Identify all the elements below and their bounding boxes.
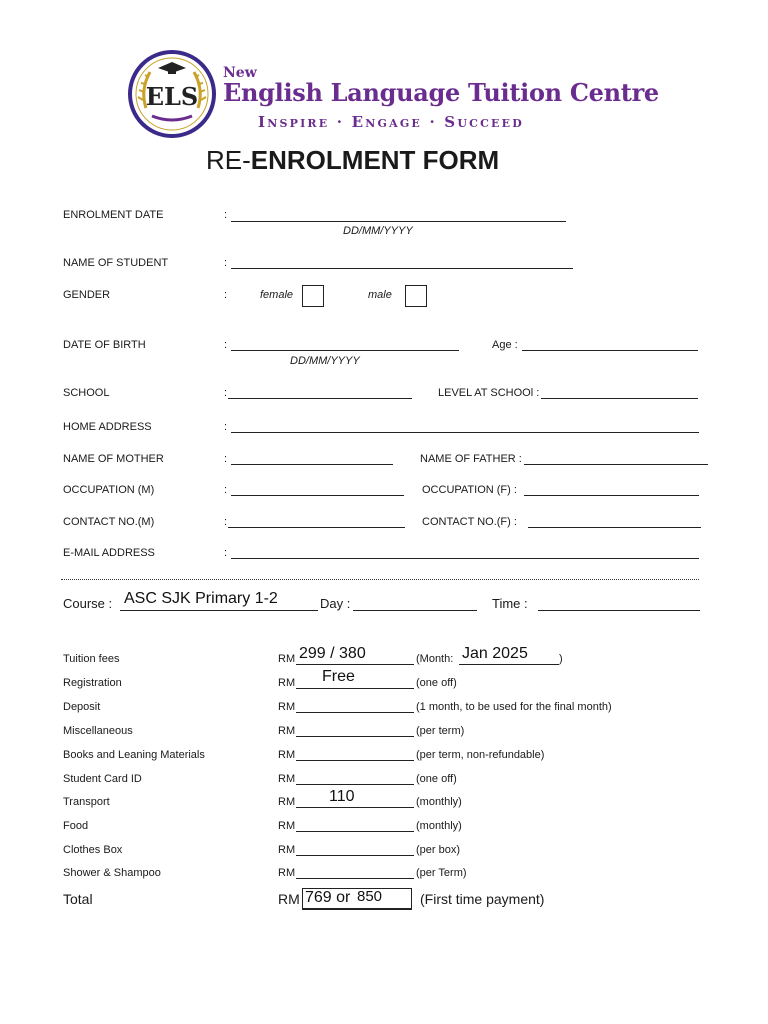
- shower-field[interactable]: [296, 878, 414, 879]
- deposit-note: (1 month, to be used for the final month): [416, 701, 612, 713]
- deposit-label: Deposit: [63, 701, 101, 713]
- rm-label: RM: [278, 796, 296, 808]
- enrolment-date-field[interactable]: [231, 221, 566, 222]
- registration-value[interactable]: Free: [322, 668, 355, 685]
- total-underline: [302, 909, 412, 910]
- form-title: [206, 145, 499, 176]
- transport-field[interactable]: [296, 807, 414, 808]
- food-field[interactable]: [296, 831, 414, 832]
- brand-name: English Language Tuition Centre: [223, 78, 659, 107]
- tuition-fees-value[interactable]: 299 / 380: [299, 645, 366, 662]
- rm-label: RM: [278, 773, 296, 785]
- colon: :: [224, 209, 228, 221]
- misc-note: (per term): [416, 725, 465, 737]
- contact-f-field[interactable]: [528, 527, 701, 528]
- transport-value[interactable]: 110: [329, 788, 355, 805]
- home-address-label: HOME ADDRESS: [63, 421, 152, 433]
- dob-hint: DD/MM/YYYY: [290, 355, 360, 367]
- contact-m-label: CONTACT NO.(M): [63, 516, 155, 528]
- time-field[interactable]: [538, 610, 700, 611]
- enrolment-date-hint: DD/MM/YYYY: [343, 225, 413, 237]
- school-label: SCHOOL: [63, 387, 110, 399]
- colon: :: [224, 453, 228, 465]
- male-checkbox[interactable]: [405, 285, 427, 307]
- food-label: Food: [63, 820, 89, 832]
- books-field[interactable]: [296, 760, 414, 761]
- clothes-box-field[interactable]: [296, 855, 414, 856]
- registration-note: (one off): [416, 677, 457, 689]
- books-label: Books and Leaning Materials: [63, 749, 205, 761]
- occupation-f-label: OCCUPATION (F) :: [422, 484, 517, 496]
- student-name-field[interactable]: [231, 268, 573, 269]
- rm-label: RM: [278, 725, 296, 737]
- colon: :: [224, 387, 228, 399]
- transport-note: (monthly): [416, 796, 462, 808]
- school-field[interactable]: [228, 398, 412, 399]
- dob-field[interactable]: [231, 350, 459, 351]
- clothes-box-label: Clothes Box: [63, 844, 123, 856]
- father-name-field[interactable]: [524, 464, 708, 465]
- gender-label: GENDER: [63, 289, 111, 301]
- enrolment-date-label: ENROLMENT DATE: [63, 209, 164, 221]
- rm-label: RM: [278, 653, 296, 665]
- female-label: female: [260, 289, 294, 301]
- course-field[interactable]: [120, 610, 318, 611]
- month-prefix: (Month:: [416, 653, 454, 665]
- els-logo: [128, 50, 216, 138]
- total-value-a[interactable]: 769 or: [305, 889, 351, 906]
- colon: :: [224, 484, 228, 496]
- time-label: Time :: [492, 596, 528, 611]
- total-value-b[interactable]: 850: [357, 888, 383, 905]
- registration-field[interactable]: [296, 688, 414, 689]
- shower-note: (per Term): [416, 867, 467, 879]
- colon: :: [224, 547, 228, 559]
- mother-name-label: NAME OF MOTHER: [63, 453, 164, 465]
- colon: :: [224, 421, 228, 433]
- course-label: Course :: [63, 596, 113, 611]
- registration-label: Registration: [63, 677, 122, 689]
- total-label: Total: [63, 891, 93, 907]
- rm-label: RM: [278, 867, 296, 879]
- brand-new: New: [223, 65, 257, 81]
- tuition-month-value[interactable]: Jan 2025: [462, 645, 528, 662]
- student-card-label: Student Card ID: [63, 773, 142, 785]
- age-label: Age :: [492, 339, 518, 351]
- day-label: Day :: [320, 596, 351, 611]
- father-name-label: NAME OF FATHER :: [420, 453, 522, 465]
- female-checkbox[interactable]: [302, 285, 324, 307]
- rm-label: RM: [278, 677, 296, 689]
- total-rm-label: RM: [278, 891, 300, 907]
- shower-label: Shower & Shampoo: [63, 867, 161, 879]
- student-card-note: (one off): [416, 773, 457, 785]
- home-address-field[interactable]: [231, 432, 699, 433]
- colon: :: [224, 516, 228, 528]
- email-field[interactable]: [231, 558, 699, 559]
- title-prefix: RE-: [206, 145, 251, 175]
- contact-m-field[interactable]: [228, 527, 405, 528]
- colon: :: [224, 289, 228, 301]
- total-note: (First time payment): [420, 891, 545, 907]
- rm-label: RM: [278, 701, 296, 713]
- occupation-m-label: OCCUPATION (M): [63, 484, 155, 496]
- section-divider: [61, 579, 699, 580]
- student-name-label: NAME OF STUDENT: [63, 257, 169, 269]
- transport-label: Transport: [63, 796, 110, 808]
- email-label: E-MAIL ADDRESS: [63, 547, 155, 559]
- brand-tagline: Inspire · Engage · Succeed: [258, 113, 524, 131]
- deposit-field[interactable]: [296, 712, 414, 713]
- level-field[interactable]: [541, 398, 698, 399]
- male-label: male: [368, 289, 392, 301]
- tuition-fees-field[interactable]: [296, 664, 414, 665]
- day-field[interactable]: [353, 610, 477, 611]
- rm-label: RM: [278, 820, 296, 832]
- contact-f-label: CONTACT NO.(F) :: [422, 516, 517, 528]
- rm-label: RM: [278, 844, 296, 856]
- misc-label: Miscellaneous: [63, 725, 133, 737]
- level-label: LEVEL AT SCHOOl :: [438, 387, 540, 399]
- tuition-month-field[interactable]: [459, 664, 559, 665]
- books-note: (per term, non-refundable): [416, 749, 545, 761]
- clothes-box-note: (per box): [416, 844, 461, 856]
- misc-field[interactable]: [296, 736, 414, 737]
- tuition-fees-label: Tuition fees: [63, 653, 120, 665]
- student-card-field[interactable]: [296, 784, 414, 785]
- colon: :: [224, 257, 228, 269]
- occupation-f-field[interactable]: [524, 495, 699, 496]
- age-field[interactable]: [522, 350, 698, 351]
- mother-name-field[interactable]: [231, 464, 393, 465]
- colon: :: [224, 339, 228, 351]
- dob-label: DATE OF BIRTH: [63, 339, 146, 351]
- title-main: ENROLMENT FORM: [250, 145, 500, 175]
- month-suffix: ): [559, 653, 563, 665]
- food-note: (monthly): [416, 820, 462, 832]
- logo-text: ELS: [145, 82, 199, 111]
- occupation-m-field[interactable]: [231, 495, 404, 496]
- course-value[interactable]: ASC SJK Primary 1-2: [124, 590, 278, 607]
- rm-label: RM: [278, 749, 296, 761]
- tuition-month-note: [416, 653, 453, 665]
